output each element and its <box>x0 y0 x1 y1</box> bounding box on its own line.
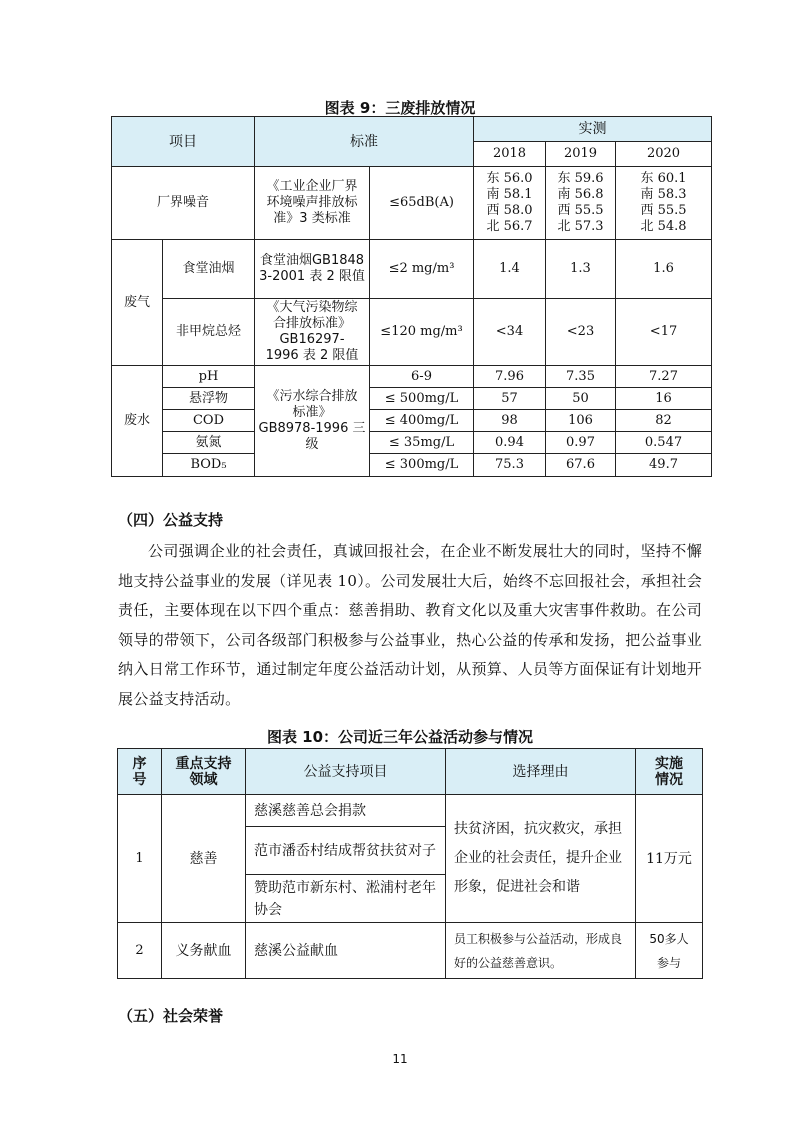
water-2018: 0.94 <box>474 432 546 454</box>
water-item: 氨氮 <box>163 432 255 454</box>
row-project: 慈溪公益献血 <box>246 923 446 979</box>
header-no: 序 号 <box>118 749 162 795</box>
water-2019: 50 <box>546 388 616 410</box>
gas-2020: 1.6 <box>616 240 712 299</box>
water-item: pH <box>163 366 255 388</box>
water-2019: 67.6 <box>546 454 616 477</box>
header-field: 重点支持 领域 <box>162 749 246 795</box>
row-number: 2 <box>118 923 162 979</box>
header-status: 实施 情况 <box>636 749 703 795</box>
water-item: 悬浮物 <box>163 388 255 410</box>
table9-caption: 图表 9：三废排放情况 <box>324 99 476 117</box>
header-reason: 选择理由 <box>446 749 636 795</box>
section4-paragraph: 公司强调企业的社会责任，真诚回报社会，在企业不断发展壮大的同时，坚持不懈地支持公益事业的发展（详见表 10）。公司发展壮大后，始终不忘回报社会，承担社会责任，主要体现在以下四个重点：慈善捐助、教育文化以及重大灾害事件救助。在公司领导的带领下，公司各级部门积极参与公益事业，热心公益的传承和发扬，把公益事业纳入日常工作环节，通过制定年度公益活动计划，从预算、人员等方面保证有计划地开展公益支持活动。 <box>118 542 702 708</box>
gas-2018: <34 <box>474 299 546 366</box>
row-reason: 扶贫济困，抗灾救灾，承担企业的社会责任，提升企业形象，促进社会和谐 <box>446 795 636 923</box>
header-year-2020: 2020 <box>616 142 712 167</box>
row-project: 赞助范市新东村、淞浦村老年协会 <box>246 875 446 923</box>
emissions-table <box>111 116 712 477</box>
header-measured: 实测 <box>474 117 712 142</box>
water-2020: 7.27 <box>616 366 712 388</box>
gas-item: 非甲烷总烃 <box>163 299 255 366</box>
water-limit: ≤ 500mg/L <box>370 388 474 410</box>
row-project: 慈溪慈善总会捐款 <box>246 795 446 827</box>
water-2018: 75.3 <box>474 454 546 477</box>
row-project: 范市潘岙村结成帮贫扶贫对子 <box>246 827 446 875</box>
water-2020: 82 <box>616 410 712 432</box>
gas-2018: 1.4 <box>474 240 546 299</box>
table10-caption: 图表 10：公司近三年公益活动参与情况 <box>266 728 534 746</box>
noise-2020: 东 60.1 南 58.3 西 55.5 北 54.8 <box>616 167 712 240</box>
noise-standard: 《工业企业厂界 环境噪声排放标 准》3 类标准 <box>255 167 370 240</box>
gas-2020: <17 <box>616 299 712 366</box>
charity-table <box>117 748 703 979</box>
water-label: 废水 <box>112 366 163 477</box>
water-2018: 57 <box>474 388 546 410</box>
row-field: 慈善 <box>162 795 246 923</box>
water-2019: 0.97 <box>546 432 616 454</box>
section4-heading: （四）公益支持 <box>118 511 224 529</box>
gas-standard: 《大气污染物综 合排放标准》 GB16297- 1996 表 2 限值 <box>255 299 370 366</box>
water-limit: 6-9 <box>370 366 474 388</box>
header-item: 项目 <box>112 117 255 167</box>
water-limit: ≤ 300mg/L <box>370 454 474 477</box>
gas-standard: 食堂油烟GB1848 3-2001 表 2 限值 <box>255 240 370 299</box>
section5-heading: （五）社会荣誉 <box>118 1007 224 1025</box>
water-item: BOD₅ <box>163 454 255 477</box>
water-limit: ≤ 400mg/L <box>370 410 474 432</box>
noise-label: 厂界噪音 <box>112 167 255 240</box>
water-2018: 7.96 <box>474 366 546 388</box>
gas-limit: ≤120 mg/m³ <box>370 299 474 366</box>
header-year-2018: 2018 <box>474 142 546 167</box>
row-number: 1 <box>118 795 162 923</box>
noise-2018: 东 56.0 南 58.1 西 58.0 北 56.7 <box>474 167 546 240</box>
gas-label: 废气 <box>112 240 163 366</box>
gas-limit: ≤2 mg/m³ <box>370 240 474 299</box>
water-2019: 106 <box>546 410 616 432</box>
row-reason: 员工积极参与公益活动，形成良好的公益慈善意识。 <box>446 923 636 979</box>
row-status: 50多人 参与 <box>636 923 703 979</box>
gas-item: 食堂油烟 <box>163 240 255 299</box>
water-limit: ≤ 35mg/L <box>370 432 474 454</box>
water-2018: 98 <box>474 410 546 432</box>
water-2019: 7.35 <box>546 366 616 388</box>
water-standard: 《污水综合排放 标准》 GB8978-1996 三 级 <box>255 366 370 477</box>
row-status: 11万元 <box>636 795 703 923</box>
row-field: 义务献血 <box>162 923 246 979</box>
gas-2019: <23 <box>546 299 616 366</box>
page-number: 11 <box>392 1052 408 1066</box>
header-standard: 标准 <box>255 117 474 167</box>
header-year-2019: 2019 <box>546 142 616 167</box>
noise-2019: 东 59.6 南 56.8 西 55.5 北 57.3 <box>546 167 616 240</box>
noise-limit: ≤65dB(A) <box>370 167 474 240</box>
water-2020: 49.7 <box>616 454 712 477</box>
water-item: COD <box>163 410 255 432</box>
water-2020: 0.547 <box>616 432 712 454</box>
water-2020: 16 <box>616 388 712 410</box>
gas-2019: 1.3 <box>546 240 616 299</box>
header-project: 公益支持项目 <box>246 749 446 795</box>
